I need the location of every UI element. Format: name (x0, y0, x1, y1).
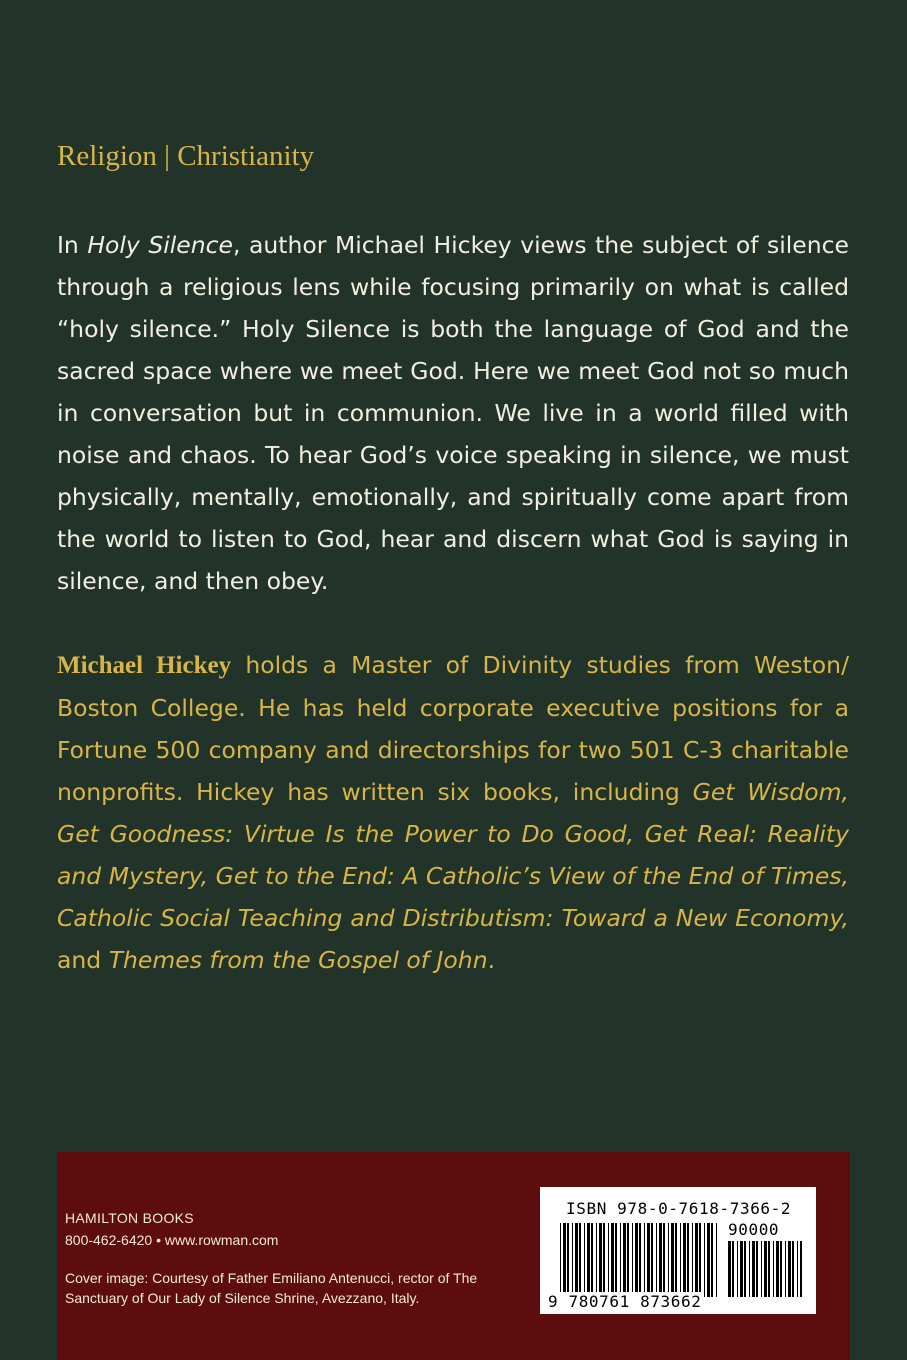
barcode-bar (627, 1223, 629, 1297)
barcode-bar (599, 1223, 602, 1297)
publisher-panel (57, 1152, 850, 1360)
barcode-bar (575, 1223, 578, 1297)
barcode-bar (596, 1223, 597, 1297)
cover-credit: Cover image: Courtesy of Father Emiliano Antenucci, rector of The Sanctuary of Our Lady of Silence Shrine, Avezzano, Italy. (65, 1270, 478, 1306)
barcode-bar (692, 1223, 693, 1297)
barcode-bar (563, 1223, 566, 1297)
barcode-bar (579, 1223, 581, 1297)
barcode-bar (632, 1223, 633, 1297)
description-body: , author Michael Hickey views the subject of silence through a religious lens while focusing primarily on what is called “holy silence.” Holy Silence is both the language of God and the sacred space where we meet God. Here we meet God not so much in conversation but in communion. We live in a world filled with noise and chaos. To hear God’s voice speaking in silence, we must physically, mentally, emotionally, and spiritually come apart from the world to listen to God, hear and discern what God is saying in silence, and then obey. (57, 231, 849, 595)
barcode-bar (728, 1241, 731, 1297)
barcode-bar (756, 1241, 758, 1297)
barcode-bar (780, 1241, 782, 1297)
barcode-bar (603, 1223, 605, 1297)
barcode-bar (761, 1241, 762, 1297)
barcode-bar (716, 1223, 717, 1297)
barcode-bar (776, 1241, 779, 1297)
bio-text: holds a Master of Divinity studies from Weston/ Boston College. He has held corporate executive positions for a Fortune 500 company and directorships for two 501 C-3 charitable nonprofits. Hickey has written six books, including (57, 651, 849, 806)
bio-text-and: and (57, 946, 109, 974)
barcode-bars-addon (728, 1241, 802, 1297)
barcode-bar (749, 1241, 750, 1297)
book-title-3: Themes from the Gospel of John (108, 946, 488, 974)
barcode-bar (623, 1223, 626, 1297)
book-title-1: Get Wisdom, Get Goodness: Virtue Is the Power to Do Good, (57, 778, 849, 848)
barcode-bar (711, 1223, 713, 1297)
price-code: 90000 (728, 1220, 780, 1239)
barcode-bar (644, 1223, 645, 1297)
barcode-bar (615, 1223, 617, 1297)
description-intro: In (57, 231, 88, 259)
barcode-bars-main (560, 1223, 717, 1297)
barcode-bar (744, 1241, 746, 1297)
barcode-bar (560, 1223, 561, 1297)
barcode-bar (737, 1241, 738, 1297)
barcode-bar (567, 1223, 569, 1297)
barcode-bar (587, 1223, 590, 1297)
barcode-bar (608, 1223, 609, 1297)
barcode-bar (707, 1223, 710, 1297)
barcode-bar (675, 1223, 677, 1297)
publisher-name: HAMILTON BOOKS (65, 1210, 194, 1226)
barcode-bar (768, 1241, 770, 1297)
author-name: Michael Hickey (57, 652, 232, 679)
barcode-bar (683, 1223, 686, 1297)
barcode-box (540, 1187, 816, 1314)
bio-end: . (487, 946, 496, 974)
barcode-bar (647, 1223, 650, 1297)
barcode-bar (671, 1223, 674, 1297)
author-bio (57, 644, 849, 981)
barcode-bar (800, 1241, 802, 1297)
barcode-bar (584, 1223, 585, 1297)
barcode-bar (620, 1223, 621, 1297)
barcode-bar (764, 1241, 767, 1297)
barcode-bar (788, 1241, 791, 1297)
barcode-bar (611, 1223, 614, 1297)
barcode-bar (572, 1223, 573, 1297)
barcode-bar (695, 1223, 698, 1297)
bio-separator (634, 820, 645, 848)
barcode-bar (659, 1223, 662, 1297)
barcode-bar (687, 1223, 689, 1297)
barcode-bar (651, 1223, 653, 1297)
barcode-bar (704, 1223, 705, 1297)
barcode-bar (740, 1241, 743, 1297)
book-description (57, 224, 849, 602)
barcode-bar (639, 1223, 641, 1297)
publisher-contact: 800-462-6420 • www.rowman.com (65, 1232, 279, 1248)
barcode-bar (752, 1241, 755, 1297)
barcode-bar (591, 1223, 593, 1297)
book-title-2: Get Real: Reality and Mystery, Get to the End: A Catholic’s View of the End of Times, Catholic Social Teaching and Distributism: Toward a New Economy, (57, 820, 849, 932)
category-label: Religion | Christianity (57, 140, 315, 172)
ean-digits: 9 780761 873662 (548, 1292, 702, 1311)
barcode-bar (668, 1223, 669, 1297)
isbn-number: ISBN 978-0-7618-7366-2 (566, 1199, 792, 1218)
barcode-bar (785, 1241, 786, 1297)
barcode-bar (792, 1241, 794, 1297)
barcode-bar (773, 1241, 774, 1297)
barcode-bar (663, 1223, 665, 1297)
description-title: Holy Silence (87, 231, 234, 259)
barcode-bar (699, 1223, 701, 1297)
barcode-bar (656, 1223, 657, 1297)
barcode-bar (732, 1241, 734, 1297)
barcode-bar (680, 1223, 681, 1297)
barcode-bar (797, 1241, 798, 1297)
barcode-bar (635, 1223, 638, 1297)
